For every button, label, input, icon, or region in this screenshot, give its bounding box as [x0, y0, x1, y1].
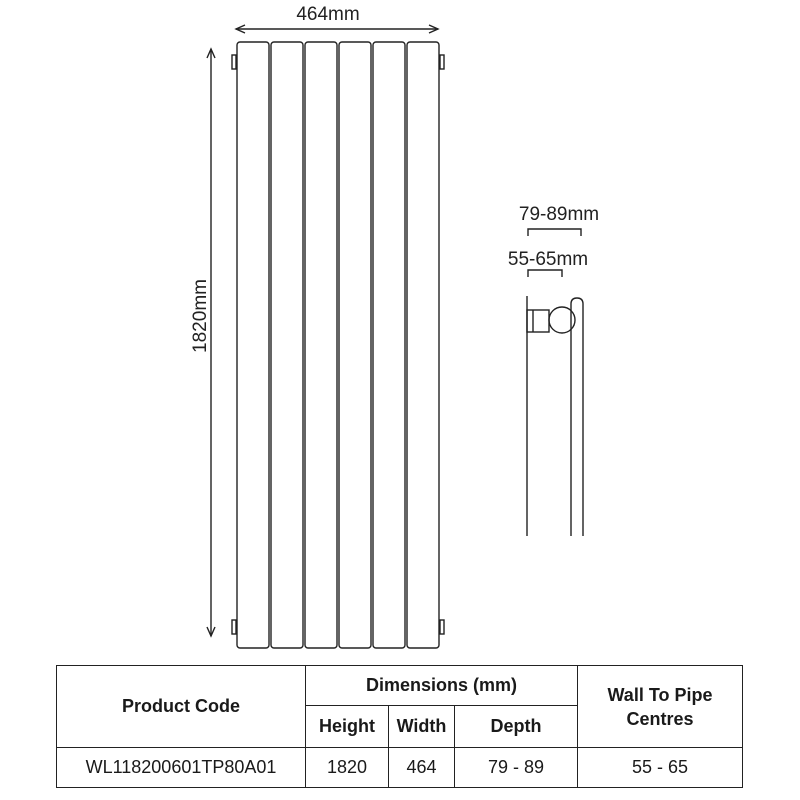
- width-cell: 464: [389, 748, 455, 788]
- bracket-bottom-right: [440, 620, 444, 634]
- product-code-cell: WL118200601TP80A01: [57, 748, 306, 788]
- radiator-panel: [373, 42, 405, 648]
- depth-dimension-bracket: [528, 229, 581, 236]
- depth-cell: 79 - 89: [455, 748, 578, 788]
- bracket-top-left: [232, 55, 236, 69]
- height-header: Height: [306, 706, 389, 748]
- height-cell: 1820: [306, 748, 389, 788]
- radiator-panel: [339, 42, 371, 648]
- dimensions-header: Dimensions (mm): [306, 666, 578, 706]
- wall-to-pipe-header: Wall To Pipe Centres: [578, 666, 743, 748]
- radiator-panel: [237, 42, 269, 648]
- radiator-panel: [271, 42, 303, 648]
- depth-header: Depth: [455, 706, 578, 748]
- pipe-centres-label: 55-65mm: [507, 249, 589, 270]
- radiator-panel: [305, 42, 337, 648]
- side-panel-outline: [571, 298, 583, 536]
- wall-to-pipe-cell: 55 - 65: [578, 748, 743, 788]
- spec-table: [56, 665, 743, 788]
- width-label: 464mm: [296, 4, 360, 25]
- depth-label: 79-89mm: [518, 204, 600, 225]
- bracket-bottom-left: [232, 620, 236, 634]
- pipe-centres-dimension-bracket: [528, 270, 562, 277]
- radiator-panel: [407, 42, 439, 648]
- height-label: 1820mm: [190, 279, 211, 353]
- bracket-top-right: [440, 55, 444, 69]
- wall-bracket: [527, 310, 549, 332]
- width-header: Width: [389, 706, 455, 748]
- product-code-header: Product Code: [57, 666, 306, 748]
- radiator-panels: [237, 42, 439, 648]
